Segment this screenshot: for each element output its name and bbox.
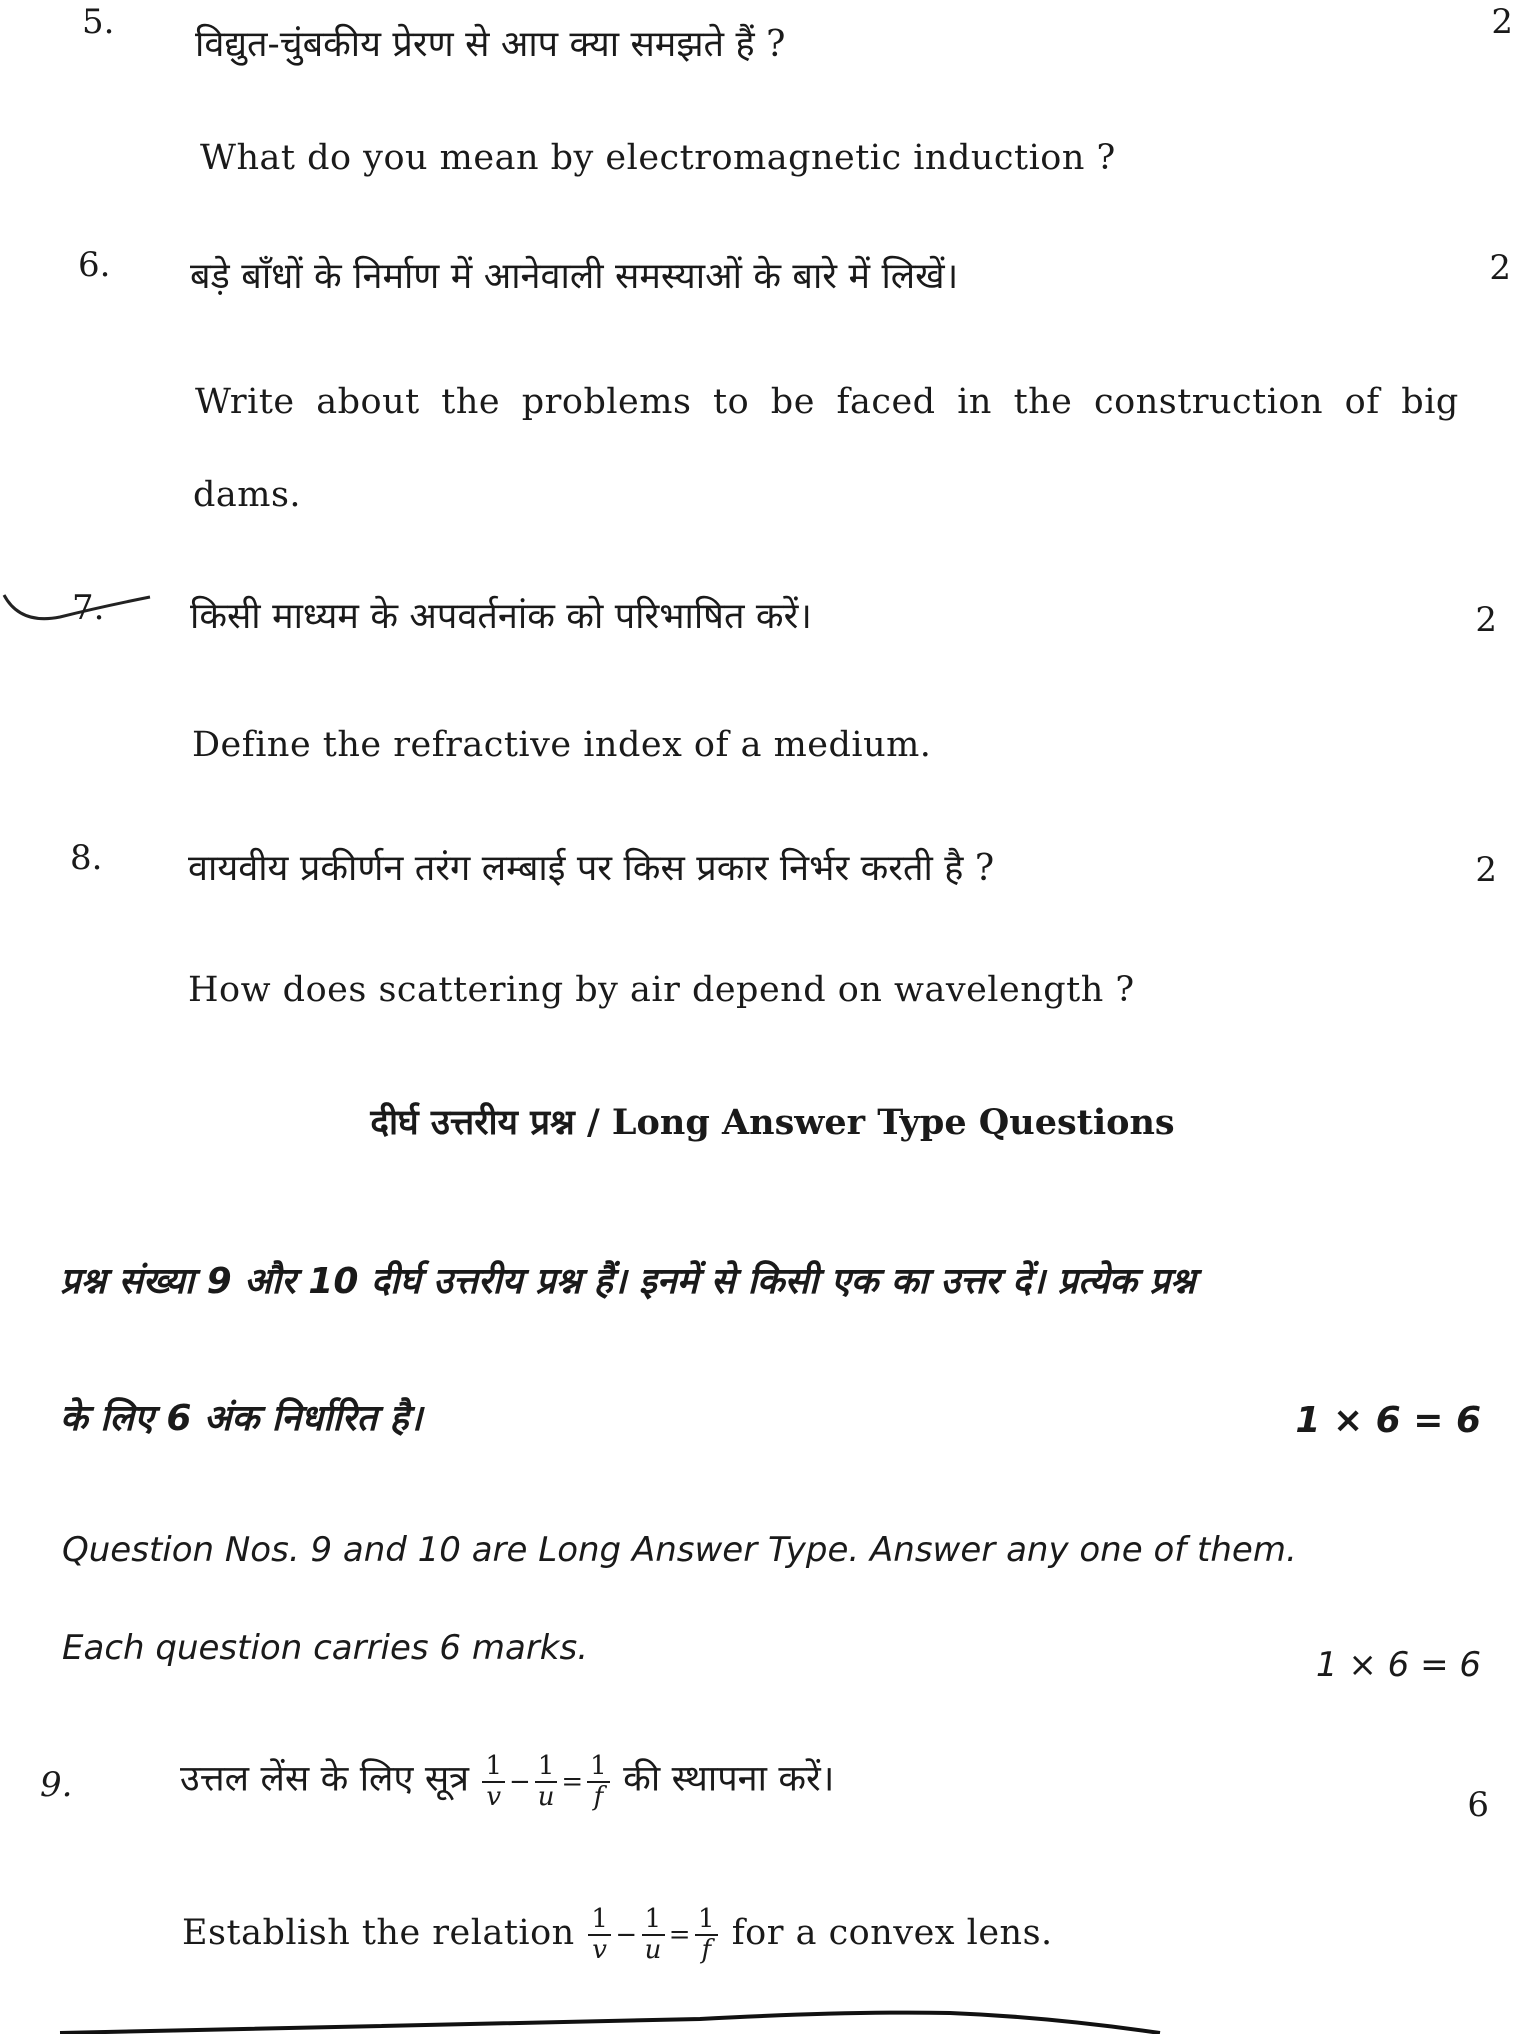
question-number: 6. [78, 245, 111, 285]
question-english: What do you mean by electromagnetic induction ? [200, 138, 1116, 178]
denominator: u [644, 1934, 662, 1965]
formula-fraction [587, 1752, 610, 1811]
question-marks: 2 [1475, 850, 1497, 890]
formula-fraction [695, 1905, 718, 1964]
page-bottom-rule [0, 2005, 1505, 2034]
q9-english-post: for a convex lens. [731, 1913, 1053, 1954]
q9-english-pre: Establish the relation [182, 1913, 575, 1954]
numerator: 1 [695, 1905, 718, 1936]
q9-hindi-post: की स्थापना करें। [623, 1758, 835, 1800]
minus-sign: − [615, 1919, 638, 1950]
instructions-english-line1: Question Nos. 9 and 10 are Long Answer Type. Answer any one of them. [62, 1530, 1297, 1570]
question-number: 8. [70, 838, 103, 878]
question-hindi: बड़े बाँधों के निर्माण में आनेवाली समस्याओं के बारे में लिखें। [190, 256, 959, 297]
question-english: Write about the problems to be faced in the construction of big [195, 382, 1459, 422]
question-marks: 6 [1467, 1785, 1489, 1825]
question-marks: 2 [1475, 600, 1497, 640]
question-english: How does scattering by air depend on wavelength ? [188, 970, 1135, 1010]
question-english: Define the refractive index of a medium. [192, 725, 932, 765]
question-marks: 2 [1489, 248, 1511, 288]
formula-fraction [535, 1752, 558, 1811]
question-hindi: वायवीय प्रकीर्णन तरंग लम्बाई पर किस प्रकार निर्भर करती है ? [188, 848, 995, 889]
equals-sign: = [561, 1766, 584, 1797]
numerator: 1 [642, 1905, 665, 1936]
equals-sign: = [668, 1919, 692, 1950]
question-hindi: विद्युत-चुंबकीय प्रेरण से आप क्या समझते हैं ? [195, 24, 786, 65]
denominator: v [592, 1934, 608, 1965]
denominator: u [537, 1781, 555, 1812]
numerator: 1 [588, 1905, 611, 1936]
formula-fraction [482, 1752, 505, 1811]
denominator: f [593, 1781, 604, 1812]
question-number: 7. [72, 588, 105, 628]
numerator: 1 [535, 1752, 558, 1783]
formula-fraction [588, 1905, 611, 1964]
question-english-continued: dams. [193, 475, 302, 515]
question-number: 5. [82, 2, 115, 42]
question-hindi: किसी माध्यम के अपवर्तनांक को परिभाषित करें। [190, 596, 812, 637]
instructions-english-line2: Each question carries 6 marks. [62, 1628, 589, 1668]
minus-sign: − [509, 1766, 531, 1797]
numerator: 1 [482, 1752, 505, 1783]
instructions-english-marks: 1 × 6 = 6 [1315, 1645, 1481, 1685]
instructions-hindi-line2: के लिए 6 अंक निर्धारित है। [60, 1398, 423, 1439]
section-heading: दीर्घ उत्तरीय प्रश्न / Long Answer Type Questions [370, 1102, 1175, 1143]
q9-english [182, 1905, 1053, 1964]
numerator: 1 [587, 1752, 610, 1783]
instructions-hindi-marks: 1 × 6 = 6 [1295, 1400, 1481, 1441]
question-marks: 2 [1491, 2, 1513, 42]
formula-fraction [642, 1905, 665, 1964]
q9-hindi [180, 1752, 834, 1811]
instructions-hindi-line1: प्रश्न संख्या 9 और 10 दीर्घ उत्तरीय प्रश्न हैं। इनमें से किसी एक का उत्तर दें। प्रत्येक प्रश्न [60, 1261, 1196, 1302]
denominator: v [486, 1781, 502, 1812]
q9-hindi-pre: उत्तल लेंस के लिए सूत्र [180, 1758, 470, 1800]
denominator: f [701, 1934, 712, 1965]
question-number: 9. [40, 1765, 73, 1805]
